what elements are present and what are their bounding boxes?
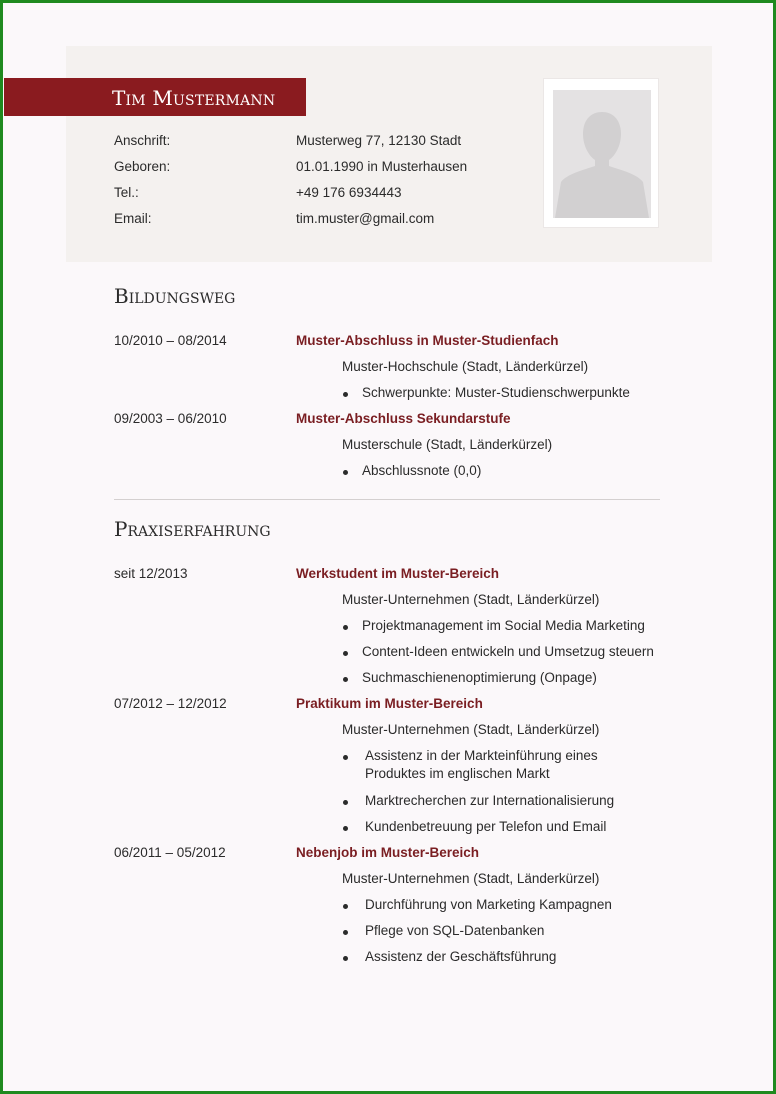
phone-label: Tel.:	[114, 185, 139, 200]
experience-company: Muster-Unternehmen (Stadt, Länderkürzel)	[342, 722, 600, 737]
bullet-icon	[343, 800, 348, 805]
education-date: 09/2003 – 06/2010	[114, 411, 227, 426]
education-institution: Muster-Hochschule (Stadt, Länderkürzel)	[342, 359, 589, 374]
list-item: Kundenbetreuung per Telefon und Email	[365, 819, 607, 834]
experience-role: Werkstudent im Muster-Bereich	[296, 566, 500, 581]
bullet-icon	[343, 651, 348, 656]
list-item: Durchführung von Marketing Kampagnen	[365, 897, 612, 912]
education-degree: Muster-Abschluss in Muster-Studienfach	[296, 333, 559, 348]
candidate-name: Tim Mustermann	[112, 86, 276, 110]
email-value: tim.muster@gmail.com	[296, 211, 435, 226]
experience-company: Muster-Unternehmen (Stadt, Länderkürzel)	[342, 592, 600, 607]
list-item: Content-Ideen entwickeln und Umsetzug steuern	[362, 644, 654, 659]
education-institution: Musterschule (Stadt, Länderkürzel)	[342, 437, 553, 452]
experience-date: seit 12/2013	[114, 566, 188, 581]
bullet-icon	[343, 755, 348, 760]
birth-value: 01.01.1990 in Musterhausen	[296, 159, 468, 174]
list-item: Pflege von SQL-Datenbanken	[365, 923, 545, 938]
address-value: Musterweg 77, 12130 Stadt	[296, 133, 462, 148]
education-date: 10/2010 – 08/2014	[114, 333, 227, 348]
list-item: Assistenz in der Markteinführung eines	[365, 748, 598, 763]
bullet-icon	[343, 392, 348, 397]
experience-date: 06/2011 – 05/2012	[114, 845, 226, 860]
section-divider	[114, 499, 660, 500]
list-item-continuation: Produktes im englischen Markt	[365, 766, 550, 781]
address-label: Anschrift:	[114, 133, 171, 148]
list-item: Suchmaschienenoptimierung (Onpage)	[362, 670, 597, 685]
bullet-icon	[343, 930, 348, 935]
person-silhouette-icon	[553, 90, 651, 218]
bullet-icon	[343, 470, 348, 475]
birth-label: Geboren:	[114, 159, 171, 174]
bullet-icon	[343, 677, 348, 682]
experience-date: 07/2012 – 12/2012	[114, 696, 227, 711]
experience-company: Muster-Unternehmen (Stadt, Länderkürzel)	[342, 871, 600, 886]
section-title-experience: Praxiserfahrung	[114, 517, 271, 541]
profile-photo	[553, 90, 651, 218]
bullet-icon	[343, 904, 348, 909]
bullet-icon	[343, 625, 348, 630]
list-item: Abschlussnote (0,0)	[362, 463, 482, 478]
bullet-icon	[343, 956, 348, 961]
bullet-icon	[343, 826, 348, 831]
section-title-education: Bildungsweg	[114, 284, 236, 308]
photo-frame	[543, 78, 659, 228]
list-item: Marktrecherchen zur Internationalisierung	[365, 793, 615, 808]
list-item: Schwerpunkte: Muster-Studienschwerpunkte	[362, 385, 630, 400]
list-item: Assistenz der Geschäftsführung	[365, 949, 557, 964]
phone-value: +49 176 6934443	[296, 185, 402, 200]
experience-role: Praktikum im Muster-Bereich	[296, 696, 483, 711]
email-label: Email:	[114, 211, 152, 226]
list-item: Projektmanagement im Social Media Marketing	[362, 618, 645, 633]
education-degree: Muster-Abschluss Sekundarstufe	[296, 411, 511, 426]
experience-role: Nebenjob im Muster-Bereich	[296, 845, 480, 860]
